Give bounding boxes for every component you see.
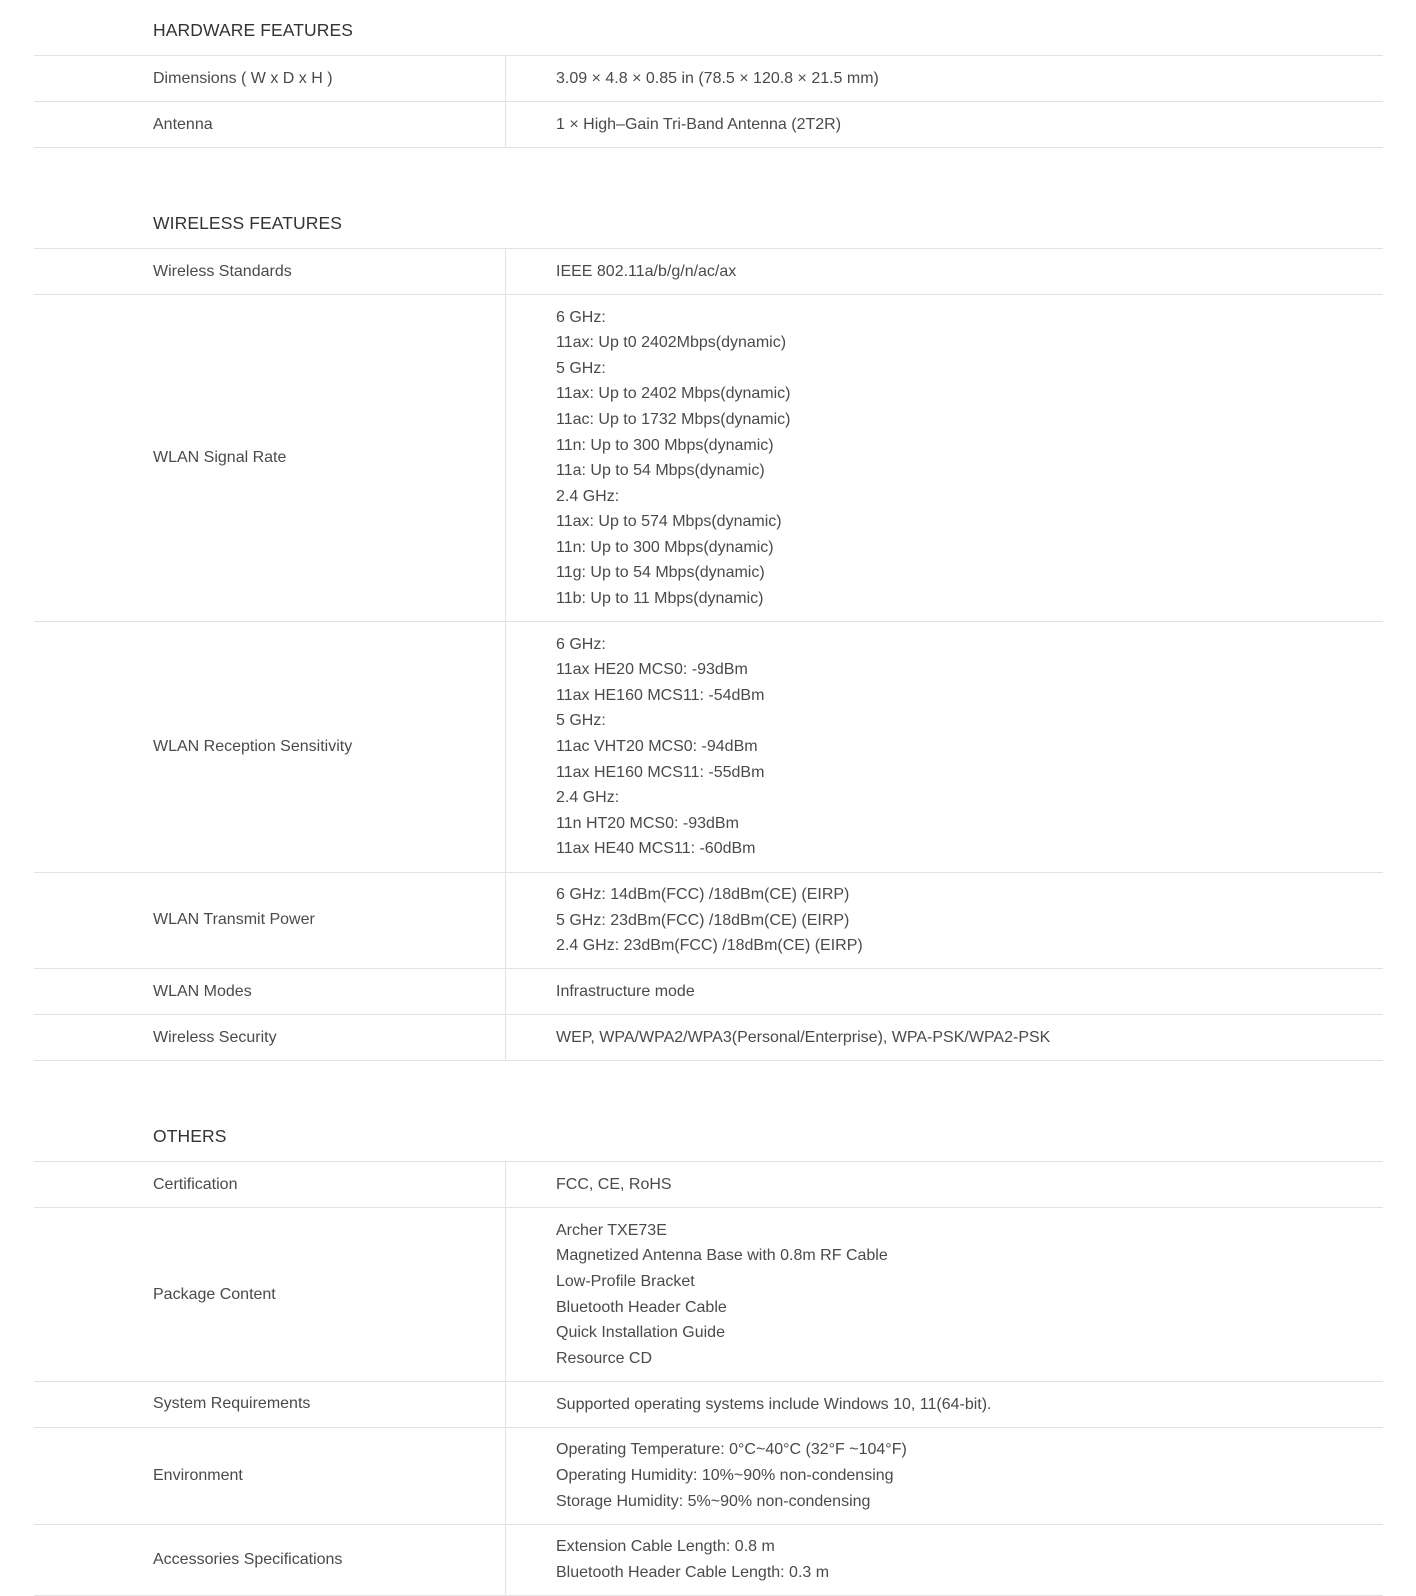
spec-row-environment	[34, 1428, 1383, 1525]
spec-label: Certification	[34, 1162, 506, 1207]
spec-value-line: 6 GHz:	[556, 308, 606, 326]
spec-value-line: 11ax HE40 MCS11: -60dBm	[556, 840, 756, 858]
spec-row-dimensions-w-x-d-x-h	[34, 56, 1383, 102]
spec-value-line: Infrastructure mode	[556, 983, 695, 1001]
spec-value-line: Quick Installation Guide	[556, 1324, 725, 1342]
spec-value-line: 11ax HE160 MCS11: -55dBm	[556, 763, 765, 781]
spec-value	[506, 56, 1383, 101]
spec-value-line: WEP, WPA/WPA2/WPA3(Personal/Enterprise), WPA-PSK/WPA2-PSK	[556, 1029, 1051, 1047]
spec-row-wlan-reception-sensitivity	[34, 622, 1383, 872]
spec-value-line: Resource CD	[556, 1349, 653, 1367]
spec-row-antenna	[34, 102, 1383, 148]
spec-value	[506, 873, 1383, 969]
spec-row-wlan-signal-rate	[34, 295, 1383, 622]
spec-label: Wireless Standards	[34, 249, 506, 294]
spec-value-line: 2.4 GHz:	[556, 487, 620, 505]
spec-row-wlan-modes	[34, 969, 1383, 1015]
spec-value-line: Low-Profile Bracket	[556, 1273, 695, 1291]
spec-label: System Requirements	[34, 1382, 506, 1427]
spec-row-wireless-security	[34, 1015, 1383, 1061]
spec-value	[506, 622, 1383, 871]
section-title-hardware-features: HARDWARE FEATURES	[34, 0, 1383, 56]
spec-value-line: 6 GHz: 14dBm(FCC) /18dBm(CE) (EIRP)	[556, 886, 850, 904]
spec-value-line: 5 GHz: 23dBm(FCC) /18dBm(CE) (EIRP)	[556, 911, 850, 929]
spec-value-line: 1 × High–Gain Tri-Band Antenna (2T2R)	[556, 115, 842, 133]
spec-row-certification	[34, 1162, 1383, 1208]
spec-value-line: Storage Humidity: 5%~90% non-condensing	[556, 1492, 871, 1510]
specifications-table	[34, 0, 1383, 1596]
spec-value-line: 11ac: Up to 1732 Mbps(dynamic)	[556, 410, 791, 428]
spec-value	[506, 1015, 1383, 1060]
spec-value-line: 5 GHz:	[556, 712, 606, 730]
spec-value-line: Bluetooth Header Cable Length: 0.3 m	[556, 1563, 830, 1581]
spec-value-line: 11ac VHT20 MCS0: -94dBm	[556, 738, 758, 756]
spec-value-line: 11g: Up to 54 Mbps(dynamic)	[556, 564, 765, 582]
spec-label: WLAN Modes	[34, 969, 506, 1014]
spec-value-line: 11ax: Up to 2402 Mbps(dynamic)	[556, 385, 791, 403]
spec-value-line: 11n: Up to 300 Mbps(dynamic)	[556, 538, 774, 556]
spec-value	[506, 969, 1383, 1014]
spec-value	[506, 1208, 1383, 1381]
spec-value-line: 11ax: Up t0 2402Mbps(dynamic)	[556, 334, 787, 352]
spec-row-system-requirements	[34, 1382, 1383, 1428]
spec-label: WLAN Reception Sensitivity	[34, 622, 506, 871]
spec-label: Environment	[34, 1428, 506, 1524]
spec-value-line: 3.09 × 4.8 × 0.85 in (78.5 × 120.8 × 21.5 mm)	[556, 69, 879, 87]
spec-value-line: 11a: Up to 54 Mbps(dynamic)	[556, 462, 765, 480]
spec-value-line: Magnetized Antenna Base with 0.8m RF Cable	[556, 1247, 888, 1265]
section-title-wireless-features: WIRELESS FEATURES	[34, 193, 1383, 249]
spec-value-line: Supported operating systems include Windows 10, 11(64-bit).	[556, 1395, 992, 1413]
spec-value-line: Bluetooth Header Cable	[556, 1298, 727, 1316]
spec-value	[506, 1162, 1383, 1207]
section-spacer	[34, 1061, 1383, 1106]
spec-value	[506, 1525, 1383, 1595]
spec-value-line: 11ax: Up to 574 Mbps(dynamic)	[556, 513, 782, 531]
spec-value-line: Extension Cable Length: 0.8 m	[556, 1538, 775, 1556]
spec-value-line: 11ax HE20 MCS0: -93dBm	[556, 661, 748, 679]
spec-value-line: 11n: Up to 300 Mbps(dynamic)	[556, 436, 774, 454]
section-title-others: OTHERS	[34, 1106, 1383, 1162]
spec-label: Accessories Specifications	[34, 1525, 506, 1595]
spec-value-line: 6 GHz:	[556, 635, 606, 653]
spec-row-wlan-transmit-power	[34, 873, 1383, 970]
spec-value-line: Operating Temperature: 0°C~40°C (32°F ~104°F)	[556, 1441, 907, 1459]
spec-value-line: 11ax HE160 MCS11: -54dBm	[556, 686, 765, 704]
spec-value-line: 11n HT20 MCS0: -93dBm	[556, 814, 739, 832]
spec-value-line: Operating Humidity: 10%~90% non-condensing	[556, 1467, 894, 1485]
spec-value	[506, 1428, 1383, 1524]
spec-label: Dimensions ( W x D x H )	[34, 56, 506, 101]
spec-row-wireless-standards	[34, 249, 1383, 295]
spec-value-line: 5 GHz:	[556, 359, 606, 377]
spec-value	[506, 295, 1383, 621]
spec-value-line: IEEE 802.11a/b/g/n/ac/ax	[556, 262, 737, 280]
spec-label: WLAN Signal Rate	[34, 295, 506, 621]
spec-label: Wireless Security	[34, 1015, 506, 1060]
spec-label: Antenna	[34, 102, 506, 147]
spec-value-line: FCC, CE, RoHS	[556, 1176, 672, 1194]
spec-label: WLAN Transmit Power	[34, 873, 506, 969]
spec-row-package-content	[34, 1208, 1383, 1382]
spec-value-line: 11b: Up to 11 Mbps(dynamic)	[556, 590, 764, 608]
spec-value	[506, 1382, 1383, 1427]
spec-value-line: 2.4 GHz: 23dBm(FCC) /18dBm(CE) (EIRP)	[556, 937, 863, 955]
spec-value	[506, 249, 1383, 294]
spec-value-line: Archer TXE73E	[556, 1221, 667, 1239]
section-spacer	[34, 148, 1383, 193]
spec-label: Package Content	[34, 1208, 506, 1381]
spec-value-line: 2.4 GHz:	[556, 789, 620, 807]
spec-value	[506, 102, 1383, 147]
spec-row-accessories-specifications	[34, 1525, 1383, 1596]
